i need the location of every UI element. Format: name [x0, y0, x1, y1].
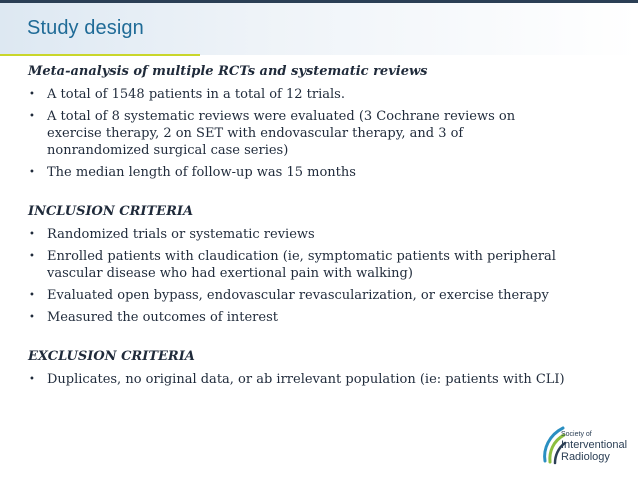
logo-text — [561, 431, 627, 463]
list-item-text: Enrolled patients with claudication (ie, symptomatic patients with peripheral vascular disease who had exertional pain with walking) — [47, 249, 556, 281]
list-item — [28, 226, 568, 243]
list-item — [28, 86, 568, 103]
title-accent-rule — [0, 54, 200, 56]
slide-content — [28, 63, 568, 410]
slide-title: Study design — [27, 17, 144, 39]
list-item — [28, 309, 568, 326]
list-item-text: A total of 1548 patients in a total of 12 trials. — [47, 87, 345, 102]
list-item-text: A total of 8 systematic reviews were evaluated (3 Cochrane reviews on exercise therapy, 2 on SET with endovascular therapy, and 3 of nonrandomized surgical case series) — [47, 109, 516, 158]
list-item — [28, 108, 568, 159]
list-item — [28, 164, 568, 181]
logo-line-2: Interventional — [561, 439, 628, 451]
section-heading: INCLUSION CRITERIA — [28, 204, 194, 219]
list-item — [28, 371, 568, 388]
bullet-list — [28, 86, 568, 181]
section-inclusion-criteria — [28, 203, 568, 326]
bullet-icon: • — [29, 111, 35, 122]
bullet-list — [28, 371, 568, 388]
bullet-icon: • — [29, 229, 35, 240]
bullet-icon: • — [29, 89, 35, 100]
sir-logo — [541, 425, 631, 470]
bullet-icon: • — [29, 312, 35, 323]
bullet-icon: • — [29, 167, 35, 178]
list-item-text: Evaluated open bypass, endovascular revascularization, or exercise therapy — [47, 288, 549, 303]
list-item — [28, 287, 568, 304]
bullet-icon: • — [29, 374, 35, 385]
bullet-icon: • — [29, 251, 35, 262]
section-heading: Meta-analysis of multiple RCTs and systematic reviews — [28, 64, 428, 79]
list-item-text: Randomized trials or systematic reviews — [47, 227, 315, 242]
section-study-design — [28, 63, 568, 181]
bullet-icon: • — [29, 290, 35, 301]
logo-line-3: Radiology — [561, 451, 610, 463]
list-item-text: Duplicates, no original data, or ab irrelevant population (ie: patients with CLI) — [47, 372, 565, 387]
list-item — [28, 248, 568, 282]
list-item-text: The median length of follow-up was 15 months — [47, 165, 356, 180]
bullet-list — [28, 226, 568, 326]
list-item-text: Measured the outcomes of interest — [47, 310, 278, 325]
logo-line-1: Society of — [561, 431, 592, 438]
section-heading: EXCLUSION CRITERIA — [28, 349, 195, 364]
section-exclusion-criteria — [28, 348, 568, 388]
